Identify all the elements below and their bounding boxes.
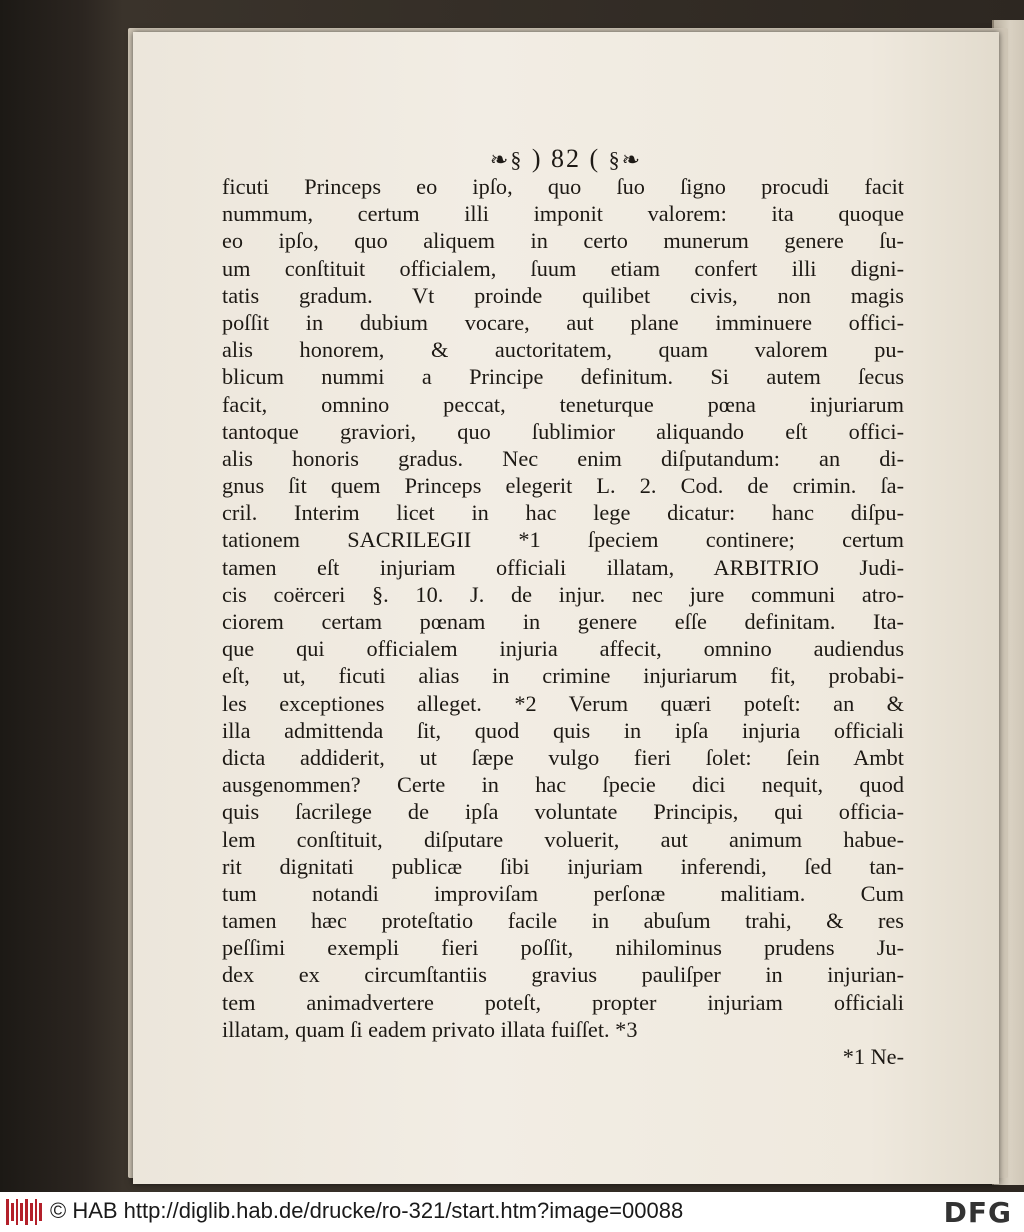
text-line: tamen eſt injuriam officiali illatam, ARBITRIO Judi-	[222, 554, 904, 580]
page-header	[133, 144, 999, 174]
text-line: illatam, quam ſi eadem privato illata fuiſſet. *3	[222, 1016, 638, 1042]
text-line: blicum nummi a Principe definitum. Si autem ſecus	[222, 364, 904, 390]
text-line: tamen hæc proteſtatio facile in abuſum trahi, & res	[222, 908, 904, 934]
catchword: *1 Ne-	[842, 1044, 904, 1069]
page-number: ) 82 (	[531, 144, 601, 173]
text-line: tantoque graviori, quo ſublimior aliquando eſt offici-	[222, 418, 904, 444]
text-line: quis ſacrilege de ipſa voluntate Principis, qui officia-	[222, 799, 904, 825]
hab-logo-icon	[6, 1199, 42, 1225]
copyright-link[interactable]: © HAB http://diglib.hab.de/drucke/ro-321/start.htm?image=00088	[50, 1198, 684, 1223]
text-line: les exceptiones alleget. *2 Verum quæri poteſt: an &	[222, 690, 904, 716]
text-line: peſſimi exempli fieri poſſit, nihilominus prudens Ju-	[222, 935, 904, 961]
text-line: dicta addiderit, ut ſæpe vulgo fieri ſolet: ſein Ambt	[222, 744, 904, 770]
page-body	[222, 173, 904, 1070]
dfg-logo: DFG	[943, 1196, 1012, 1229]
text-line: nummum, certum illi imponit valorem: ita quoque	[222, 201, 904, 227]
text-line: alis honorem, & auctoritatem, quam valorem pu-	[222, 337, 904, 363]
ornament-right-icon: §❧	[608, 147, 643, 172]
text-line: um conſtituit officialem, ſuum etiam confert illi digni-	[222, 255, 904, 281]
viewer-footer	[0, 1192, 1024, 1232]
text-line: que qui officialem injuria affecit, omnino audiendus	[222, 636, 904, 662]
text-line: ciorem certam pœnam in genere eſſe definitam. Ita-	[222, 609, 904, 634]
text-line: tatis gradum. Vt proinde quilibet civis, non magis	[222, 282, 904, 308]
text-line: tationem SACRILEGII *1 ſpeciem continere; certum	[222, 527, 904, 553]
text-line: tum notandi improviſam perſonæ malitiam. Cum	[222, 880, 904, 906]
text-line: ficuti Princeps eo ipſo, quo ſuo ſigno procudi facit	[222, 174, 904, 199]
text-line: gnus ſit quem Princeps elegerit L. 2. Cod. de crimin. ſa-	[222, 473, 904, 499]
text-line: tem animadvertere poteſt, propter injuriam officiali	[222, 989, 904, 1015]
text-line: facit, omnino peccat, teneturque pœna injuriarum	[222, 391, 904, 417]
text-line: dex ex circumſtantiis gravius pauliſper in injurian-	[222, 962, 904, 988]
text-line: ausgenommen? Certe in hac ſpecie dici nequit, quod	[222, 772, 904, 798]
text-line: cril. Interim licet in hac lege dicatur: hanc diſpu-	[222, 500, 904, 526]
text-line: cis coërceri §. 10. J. de injur. nec jure communi atro-	[222, 581, 904, 607]
ornament-left-icon: ❧§	[489, 147, 524, 172]
text-line: alis honoris gradus. Nec enim diſputandum: an di-	[222, 445, 904, 471]
text-line: illa admittenda ſit, quod quis in ipſa injuria officiali	[222, 717, 904, 743]
text-line: poſſit in dubium vocare, aut plane imminuere offici-	[222, 309, 904, 335]
text-line: eo ipſo, quo aliquem in certo munerum genere ſu-	[222, 228, 904, 254]
text-line: rit dignitati publicæ ſibi injuriam inferendi, ſed tan-	[222, 853, 904, 879]
text-line: lem conſtituit, diſputare voluerit, aut animum habue-	[222, 826, 904, 852]
text-line: eſt, ut, ficuti alias in crimine injuriarum fit, probabi-	[222, 663, 904, 689]
